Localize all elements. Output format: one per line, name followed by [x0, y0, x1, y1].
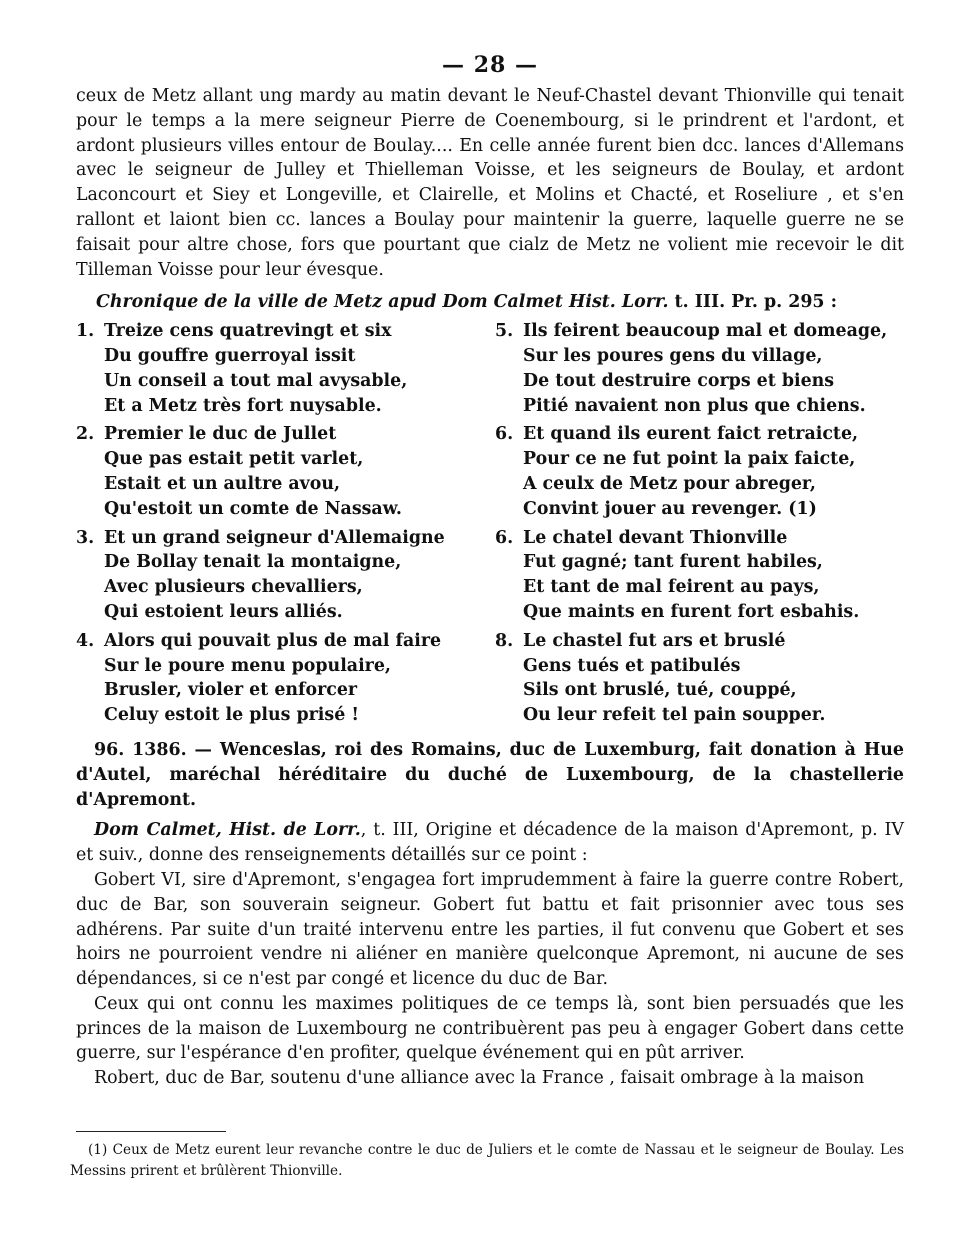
poem-line: Sils ont bruslé, tué, couppé, [523, 680, 797, 701]
stanza [495, 629, 904, 728]
poem-line: Que maints en furent fort esbahis. [523, 601, 860, 622]
poem-line: Que pas estait petit varlet, [104, 449, 364, 470]
stanza-number: 6. [495, 424, 514, 445]
poem-line: Sur les poures gens du village, [523, 345, 823, 366]
entry-96: 96. 1386. — Wenceslas, roi des Romains, duc de Luxemburg, fait donation à Hue d'Autel, maréchal héréditaire du duché de Luxembourg, de la chastellerie d'Apremont. [76, 739, 904, 810]
stanza-number: 5. [495, 321, 514, 342]
poem-line: Pitié navaient non plus que chiens. [523, 395, 866, 416]
entry-source [76, 818, 904, 868]
poem-line: Celuy estoit le plus prisé ! [104, 705, 359, 726]
paragraph-gobert: Gobert VI, sire d'Apremont, s'engagea fort imprudemment à faire la guerre contre Robert, duc de Bar, son souverain seigneur. Gobert fut battu et fait prisonnier avec tous ses adhérens. Par suite d'un traité intervenu entre les parties, il fut convenu que Gobert et ses hoirs ne pourroient vendre ni aliéner en manière quelconque Apremont, ni aucune de ses dépendances, si ce n'est par congé et licence du duc de Bar. [76, 869, 904, 990]
poem-line: Avec plusieurs chevalliers, [104, 577, 363, 598]
poem-line: Le chastel fut ars et bruslé [523, 630, 786, 651]
poem-line: Estait et un aultre avou, [104, 473, 341, 494]
poem-line: Le chatel devant Thionville [523, 527, 788, 548]
poem-line: Qui estoient leurs alliés. [104, 601, 343, 622]
entry-source-title: Dom Calmet, Hist. de Lorr. [94, 820, 361, 841]
chronicle-source [96, 290, 904, 315]
stanza [76, 629, 485, 728]
poem-line: Premier le duc de Jullet [104, 424, 337, 445]
poem-line: A ceulx de Metz pour abreger, [523, 473, 816, 494]
stanza-number: 3. [76, 527, 95, 548]
stanza [76, 526, 485, 625]
poem-line: Ils feirent beaucoup mal et domeage, [523, 321, 888, 342]
entry-source-rest: , t. III, Origine et décadence de la maison d'Apremont, p. IV et suiv., donne des renseignements détaillés sur ce point : [76, 820, 904, 866]
paragraph-maximes: Ceux qui ont connu les maximes politiques de ce temps là, sont bien persuadés que les princes de la maison de Luxembourg ne contribuèrent pas peu à engager Gobert dans cette guerre, sur l'espérance d'en profiter, quelque événement qui en pût arriver. [76, 993, 904, 1064]
poem-line: Et tant de mal feirent au pays, [523, 577, 820, 598]
poem-line: Brusler, violer et enforcer [104, 680, 358, 701]
stanza [495, 319, 904, 418]
poem-line: Pour ce ne fut point la paix faicte, [523, 449, 856, 470]
poem-line: Gens tués et patibulés [523, 655, 741, 676]
poem-line: Un conseil a tout mal avysable, [104, 370, 408, 391]
poem-line: Qu'estoit un comte de Nassaw. [104, 498, 402, 519]
poem-line: Du gouffre guerroyal issit [104, 345, 356, 366]
footnote-divider [76, 1131, 226, 1132]
poem-line: Alors qui pouvait plus de mal faire [104, 630, 442, 651]
stanza-number: 4. [76, 630, 95, 651]
poem [76, 319, 904, 732]
chronicle-source-ref: t. III. Pr. p. 295 : [668, 292, 838, 313]
poem-line: Fut gagné; tant furent habiles, [523, 552, 823, 573]
stanza-number: 6. [495, 527, 514, 548]
poem-line: Treize cens quatrevingt et six [104, 321, 392, 342]
poem-line: Et a Metz très fort nuysable. [104, 395, 382, 416]
page-number: — 28 — [442, 52, 538, 78]
stanza [76, 319, 485, 418]
poem-line: Sur le poure menu populaire, [104, 655, 391, 676]
poem-line: Et quand ils eurent faict retraicte, [523, 424, 859, 445]
paragraph-robert: Robert, duc de Bar, soutenu d'une alliance avec la France , faisait ombrage à la maison [94, 1068, 865, 1089]
poem-right-column [495, 319, 904, 732]
stanza-number: 2. [76, 424, 95, 445]
stanza [495, 422, 904, 521]
opening-paragraph: ceux de Metz allant ung mardy au matin devant le Neuf-Chastel devant Thionville qui tenait pour le temps a la mere seigneur Pierre de Coenembourg, si le prindrent et l'ardont, et ardont plusieurs villes entour de Boulay.... En celle année furent bien dcc. lances d'Allemans avec le seigneur de Julley et Thielleman Voisse, et les seigneurs de Boulay, et ardont Laconcourt et Siey et Longeville, et Clairelle, et Molins et Chacté, et Roseliure , et s'en rallont et laiont bien cc. lances a Boulay pour maintenir la guerre, laquelle guerre ne se faisait pour altre chose, fors que pourtant que cialz de Metz ne volient mie recevoir le dit Tilleman Voisse pour leur évesque. [76, 86, 904, 280]
poem-line: Et un grand seigneur d'Allemaigne [104, 527, 445, 548]
stanza [76, 422, 485, 521]
poem-line: Ou leur refeit tel pain soupper. [523, 705, 826, 726]
poem-left-column [76, 319, 485, 732]
poem-line: De Bollay tenait la montaigne, [104, 552, 402, 573]
stanza-number: 8. [495, 630, 514, 651]
stanza-number: 1. [76, 321, 95, 342]
footnote: (1) Ceux de Metz eurent leur revanche contre le duc de Juliers et le comte de Nassau et le seigneur de Boulay. Les Messins prirent et brûlèrent Thionville. [70, 1142, 904, 1180]
chronicle-source-title: Chronique de la ville de Metz apud Dom Calmet Hist. Lorr. [96, 292, 669, 313]
poem-line: De tout destruire corps et biens [523, 370, 835, 391]
poem-line: Convint jouer au revenger. (1) [523, 498, 817, 519]
stanza [495, 526, 904, 625]
